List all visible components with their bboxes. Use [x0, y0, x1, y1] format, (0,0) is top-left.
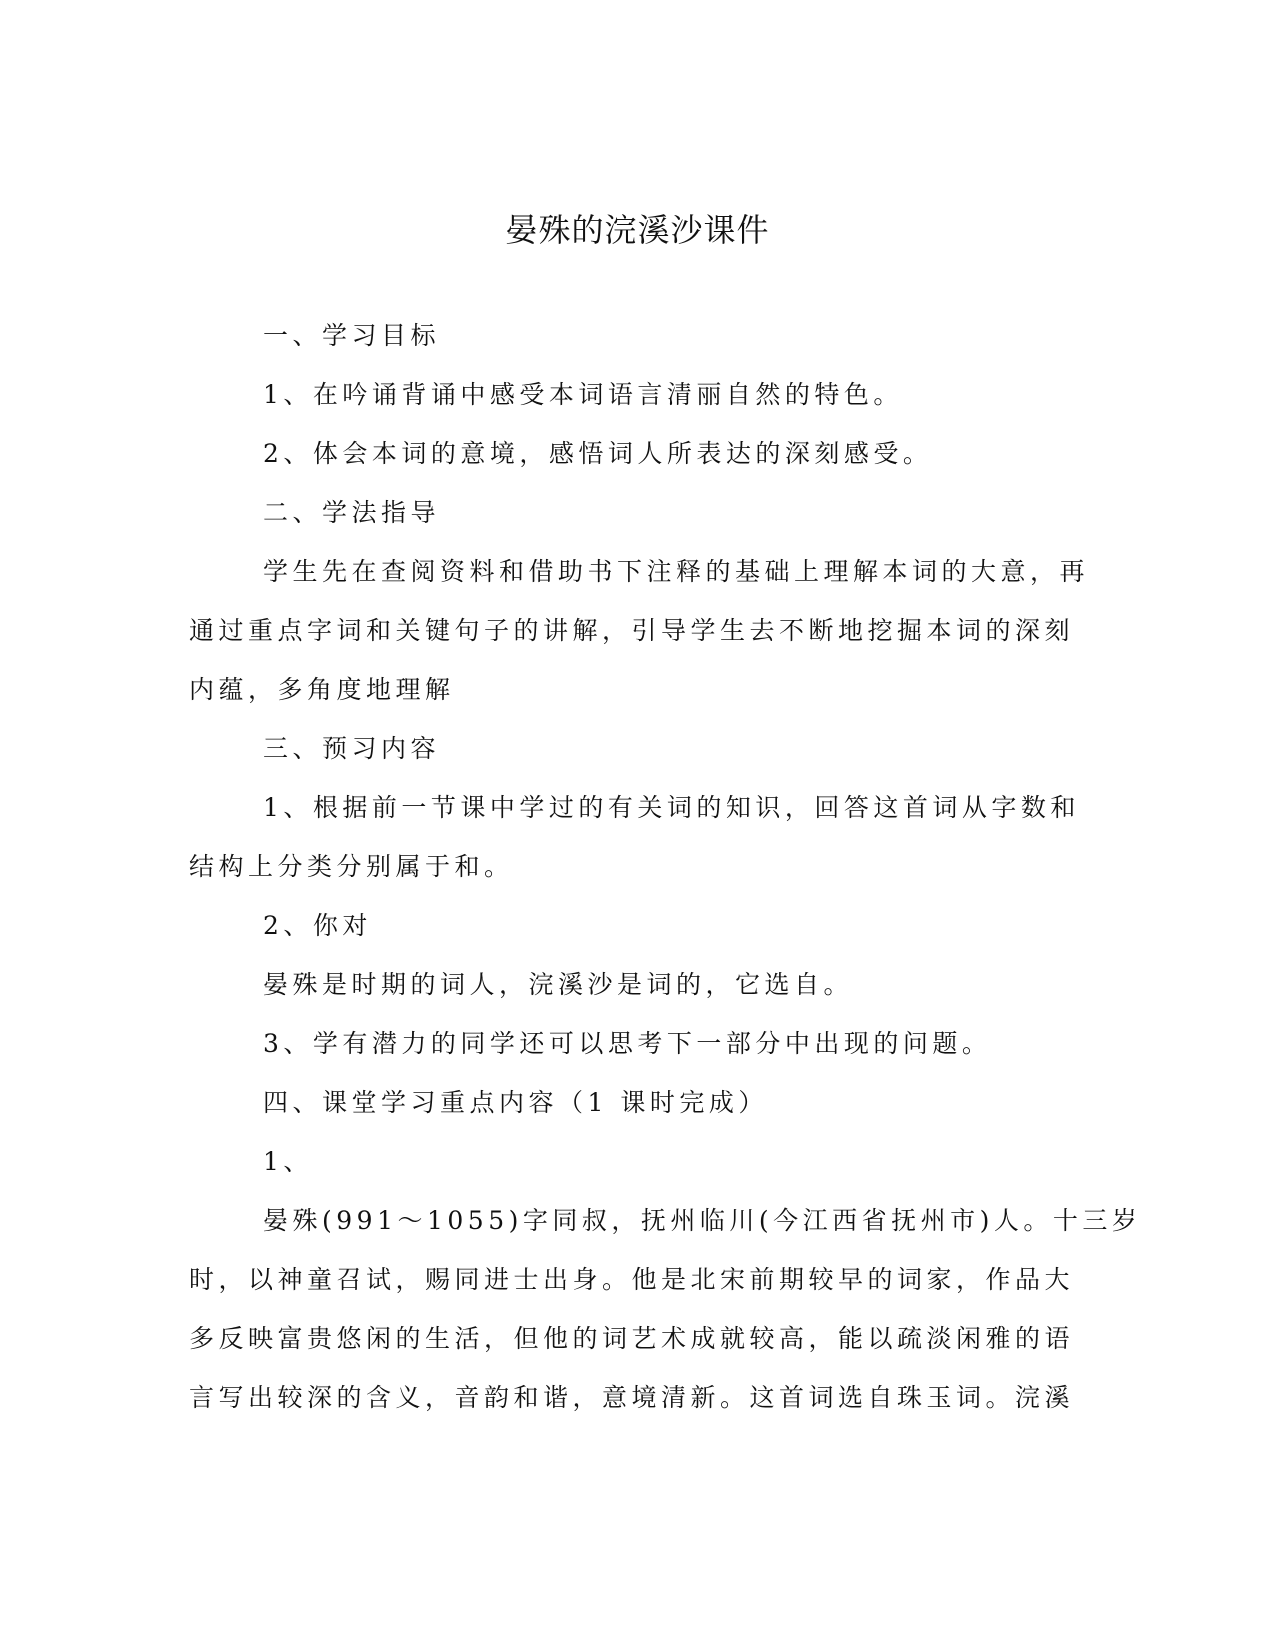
section-heading-1: 一、学习目标	[263, 321, 441, 350]
paragraph-line: 1、在吟诵背诵中感受本词语言清丽自然的特色。	[263, 380, 903, 409]
paragraph-line: 内蕴，多角度地理解	[189, 675, 455, 704]
paragraph-line: 学生先在查阅资料和借助书下注释的基础上理解本词的大意，再	[263, 557, 1090, 586]
paragraph-line: 2、体会本词的意境，感悟词人所表达的深刻感受。	[263, 439, 933, 468]
paragraph-line: 结构上分类分别属于和。	[189, 852, 514, 881]
section-heading-4: 四、课堂学习重点内容（1 课时完成）	[263, 1088, 768, 1117]
paragraph-line: 晏殊(991～1055)字同叔，抚州临川(今江西省抚州市)人。十三岁	[263, 1206, 1142, 1235]
section-heading-2: 二、学法指导	[263, 498, 441, 527]
paragraph-line: 3、学有潜力的同学还可以思考下一部分中出现的问题。	[263, 1029, 992, 1058]
document-title: 晏殊的浣溪沙课件	[505, 211, 770, 249]
section-heading-3: 三、预习内容	[263, 734, 441, 763]
paragraph-line: 晏殊是时期的词人，浣溪沙是词的，它选自。	[263, 970, 854, 999]
paragraph-line: 言写出较深的含义，音韵和谐，意境清新。这首词选自珠玉词。浣溪	[189, 1383, 1075, 1412]
paragraph-line: 1、根据前一节课中学过的有关词的知识，回答这首词从字数和	[263, 793, 1080, 822]
paragraph-line: 通过重点字词和关键句子的讲解，引导学生去不断地挖掘本词的深刻	[189, 616, 1075, 645]
paragraph-line: 时，以神童召试，赐同进士出身。他是北宋前期较早的词家，作品大	[189, 1265, 1075, 1294]
paragraph-line: 多反映富贵悠闲的生活，但他的词艺术成就较高，能以疏淡闲雅的语	[189, 1324, 1075, 1353]
paragraph-line: 2、你对	[263, 911, 372, 940]
paragraph-line: 1、	[263, 1147, 313, 1176]
